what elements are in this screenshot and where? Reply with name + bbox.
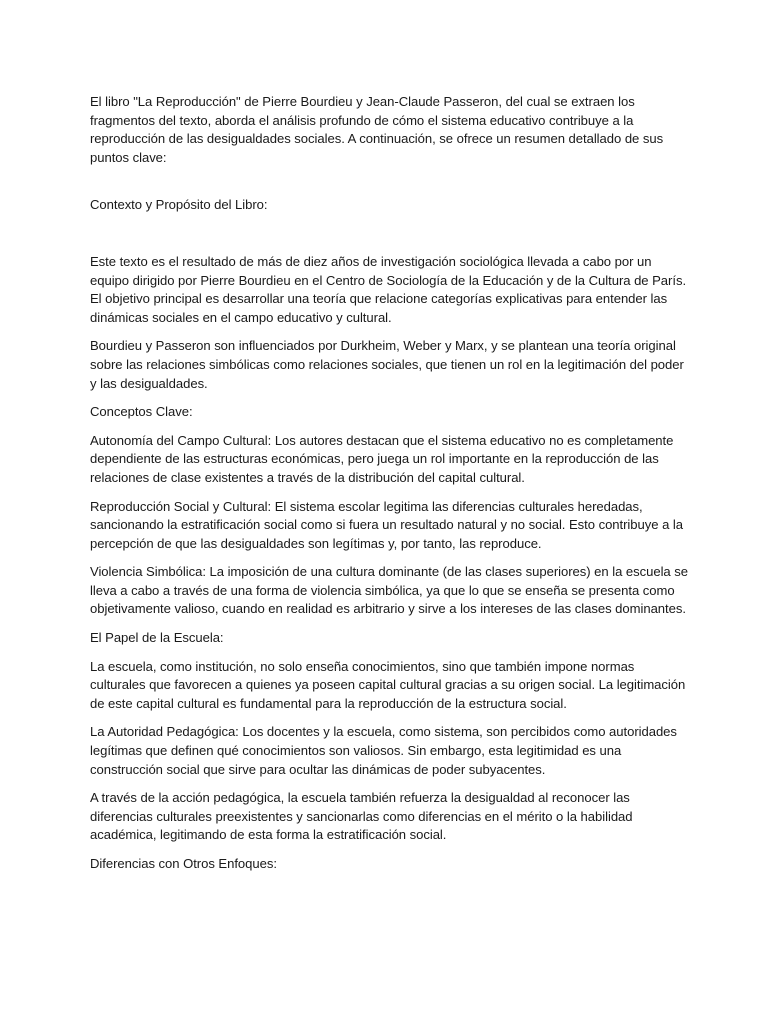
pedagogical-authority-paragraph: La Autoridad Pedagógica: Los docentes y la escuela, como sistema, son percibidos como autoridades legítimas que definen qué conocimientos son valiosos. Sin embargo, esta legitimidad es una construcción social que sirve para ocultar las dinámicas de poder subyacentes. — [90, 724, 677, 777]
concept-symbolic-violence-paragraph: Violencia Simbólica: La imposición de una cultura dominante (de las clases superiores) en la escuela se lleva a cabo a través de una forma de violencia simbólica, ya que lo que se enseña se presenta como objetivamente valioso, cuando en realidad es arbitrario y sirve a los intereses de las clases dominantes. — [90, 564, 688, 617]
section-heading-other-approaches: Diferencias con Otros Enfoques: — [90, 856, 277, 871]
context-paragraph: Este texto es el resultado de más de diez años de investigación sociológica llevada a cabo por un equipo dirigido por Pierre Bourdieu en el Centro de Sociología de la Educación y de la Cultura de París. El objetivo principal es desarrollar una teoría que relacione categorías explicativas para entender las dinámicas sociales en el campo educativo y cultural. — [90, 253, 687, 325]
concept-reproduction-paragraph: Reproducción Social y Cultural: El sistema escolar legitima las diferencias culturales heredadas, sancionando la estratificación social como si fuera un resultado natural y no social. Esto contribuye a la percepción de que las desigualdades son legítimas y, por tanto, las reproduce. — [90, 498, 683, 551]
document-body — [90, 93, 690, 884]
influences-paragraph: Bourdieu y Passeron son influenciados por Durkheim, Weber y Marx, y se plantean una teoría original sobre las relaciones simbólicas como relaciones sociales, que tienen un rol en la legitimación del poder y las desigualdades. — [90, 338, 684, 391]
intro-paragraph: El libro "La Reproducción" de Pierre Bourdieu y Jean-Claude Passeron, del cual se extraen los fragmentos del texto, aborda el análisis profundo de cómo el sistema educativo contribuye a la reproducción de las desigualdades sociales. A continuación, se ofrece un resumen detallado de sus puntos clave: — [90, 94, 664, 165]
section-heading-school-role: El Papel de la Escuela: — [90, 630, 224, 646]
section-heading-concepts: Conceptos Clave: — [90, 404, 193, 420]
pedagogical-action-paragraph: A través de la acción pedagógica, la escuela también refuerza la desigualdad al reconocer las diferencias culturales preexistentes y sancionarlas como diferencias en el mérito o la habilidad académica, legitimando de esta forma la estratificación social. — [90, 790, 633, 843]
school-institution-paragraph: La escuela, como institución, no solo enseña conocimientos, sino que también impone normas culturales que favorecen a quienes ya poseen capital cultural gracias a su origen social. La legitimación de este capital cultural es fundamental para la reproducción de la estructura social. — [90, 658, 686, 711]
concept-autonomy-paragraph: Autonomía del Campo Cultural: Los autores destacan que el sistema educativo no es completamente dependiente de las estructuras económicas, pero juega un rol importante en la reproducción de las relaciones de clase existentes a través de la distribución del capital cultural. — [90, 432, 674, 485]
section-heading-context: Contexto y Propósito del Libro: — [90, 197, 268, 213]
